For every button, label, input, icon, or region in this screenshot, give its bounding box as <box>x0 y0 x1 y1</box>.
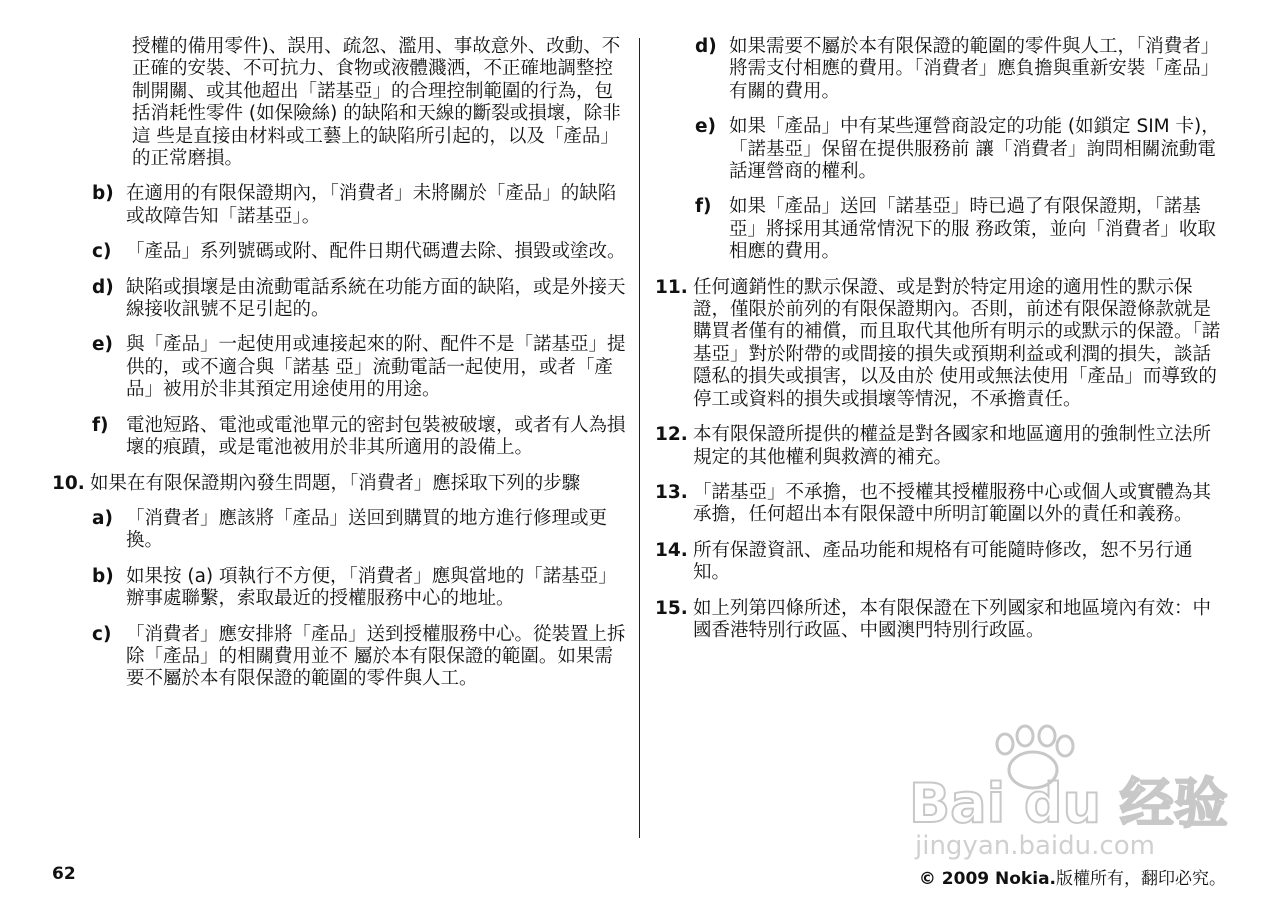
item-label: b) <box>92 183 114 205</box>
item-text: 所有保證資訊、產品功能和規格有可能隨時修改，恕不另行通知。 <box>693 539 1193 584</box>
list-item <box>695 36 1227 103</box>
item-text: 如上列第四條所述，本有限保證在下列國家和地區境內有效：中國香港特別行政區、中國澳門特別行政區。 <box>693 597 1212 641</box>
numbered-item <box>655 540 1227 585</box>
item-text: 如果需要不屬於本有限保證的範圍的零件與人工，「消費者」將需支付相應的費用。「消費者」應負擔與重新安裝「產品」有關的費用。 <box>729 36 1220 102</box>
item-text: 任何適銷性的默示保證、或是對於特定用途的適用性的默示保證，僅限於前列的有限保證期內。否則，前述有限保證條款就是購買者僅有的補償，而且取代其他所有明示的或默示的保證。「諾 基亞」對於附帶的或間接的損失或預期利益或利潤的損失，談話隱私的損失或損害，以及由於 使用或無法使用「產品」而導致的停工或資料的損失或損壞等情況，不承擔責任。 <box>693 276 1221 410</box>
watermark-brand: Bai du 经验 <box>909 772 1228 835</box>
list-item <box>92 508 630 553</box>
paw-icon <box>997 726 1073 788</box>
item-text: 「消費者」應安排將「產品」送到授權服務中心。從裝置上拆除「產品」的相關費用並不 屬於本有限保證的範圍。如果需要不屬於本有限保證的範圍的零件與人工。 <box>126 623 626 690</box>
numbered-item <box>655 482 1227 527</box>
watermark-url: jingyan.baidu.com <box>915 831 1155 861</box>
item-number: 13. <box>655 481 688 503</box>
item-text: 電池短路、電池或電池單元的密封包裝被破壞，或者有人為損壞的痕蹟，或是電池被用於非其所適用的設備上。 <box>126 414 626 459</box>
item-text: 「消費者」應該將「產品」送回到購買的地方進行修理或更換。 <box>126 507 608 552</box>
right-column <box>655 36 1227 655</box>
item-label: d) <box>695 36 717 57</box>
item-text: 「產品」系列號碼或附、配件日期代碼遭去除、損毀或塗改。 <box>126 241 626 263</box>
item-label: c) <box>92 623 112 645</box>
numbered-item-10 <box>52 473 630 495</box>
copyright-text: 版權所有，翻印必究。 <box>1056 869 1226 889</box>
item-label: c) <box>92 241 112 263</box>
list-item <box>92 566 630 611</box>
item-label: e) <box>695 116 717 138</box>
item-label: a) <box>92 507 113 529</box>
continuation-paragraph: 授權的備用零件)、誤用、疏忽、濫用、事故意外、改動、不正確的安裝、不可抗力、食物或液體濺洒，不正確地調整控制開關、或其他超出「諾基亞」的合理控制範圍的行為，包括消耗性零件 (如保險絲) 的缺陷和天線的斷裂或損壞，除非這 些是直接由材料或工藝上的缺陷所引起的，以及「產品」的正常磨損。 <box>132 36 621 170</box>
item-label: f) <box>695 196 712 218</box>
item-number: 12. <box>655 424 688 446</box>
item-text: 如果按 (a) 項執行不方便，「消費者」應與當地的「諾基亞」辦事處聯繫，索取最近的授權服務中心的地址。 <box>126 565 617 610</box>
copyright-notice <box>919 864 1226 889</box>
item-number: 10. <box>52 472 85 494</box>
list-item <box>92 277 630 322</box>
item-text: 在適用的有限保證期內，「消費者」未將關於「產品」的缺陷或故障告知「諾基亞」。 <box>126 183 617 227</box>
item-text: 如果「產品」送回「諾基亞」時已過了有限保證期，「諾基亞」將採用其通常情況下的服 務政策，並向「消費者」收取相應的費用。 <box>729 196 1216 263</box>
item-text: 本有限保證所提供的權益是對各國家和地區適用的強制性立法所規定的其他權利與救濟的補充。 <box>693 424 1212 468</box>
item-text: 與「產品」一起使用或連接起來的附、配件不是「諾基亞」提供的，或不適合與「諾基 亞」流動電話一起使用，或者「產品」被用於非其預定用途使用的用途。 <box>126 334 626 401</box>
left-column <box>52 36 630 704</box>
item-label: d) <box>92 276 114 298</box>
numbered-item <box>655 277 1227 411</box>
item-label: e) <box>92 334 114 356</box>
item-label: f) <box>92 414 109 436</box>
copyright-brand: © 2009 Nokia. <box>918 869 1056 889</box>
numbered-item <box>655 598 1227 643</box>
item-number: 14. <box>655 539 688 561</box>
list-item <box>695 196 1227 263</box>
item-text: 如果「產品」中有某些運營商設定的功能 (如鎖定 SIM 卡)，「諾基亞」保留在提供服務前 讓「消費者」詢問相關流動電話運營商的權利。 <box>729 116 1220 183</box>
item-text: 缺陷或損壞是由流動電話系統在功能方面的缺陷，或是外接天線接收訊號不足引起的。 <box>126 276 626 321</box>
item-text: 如果在有限保證期內發生問題，「消費者」應採取下列的步驟 <box>90 472 581 494</box>
list-item <box>92 334 630 401</box>
item-label: b) <box>92 565 114 587</box>
item-text: 「諾基亞」不承擔，也不授權其授權服務中心或個人或實體為其承擔，任何超出本有限保證中所明訂範圍以外的責任和義務。 <box>693 481 1212 526</box>
item-number: 11. <box>655 276 688 298</box>
numbered-item <box>655 424 1227 469</box>
list-item <box>92 415 630 460</box>
list-item <box>695 116 1227 183</box>
list-item <box>92 624 630 691</box>
list-item <box>92 183 630 228</box>
list-item <box>92 241 630 263</box>
page-number: 62 <box>52 864 76 884</box>
baidu-jingyan-watermark <box>905 730 1228 861</box>
column-divider <box>639 38 640 838</box>
item-number: 15. <box>655 597 688 619</box>
